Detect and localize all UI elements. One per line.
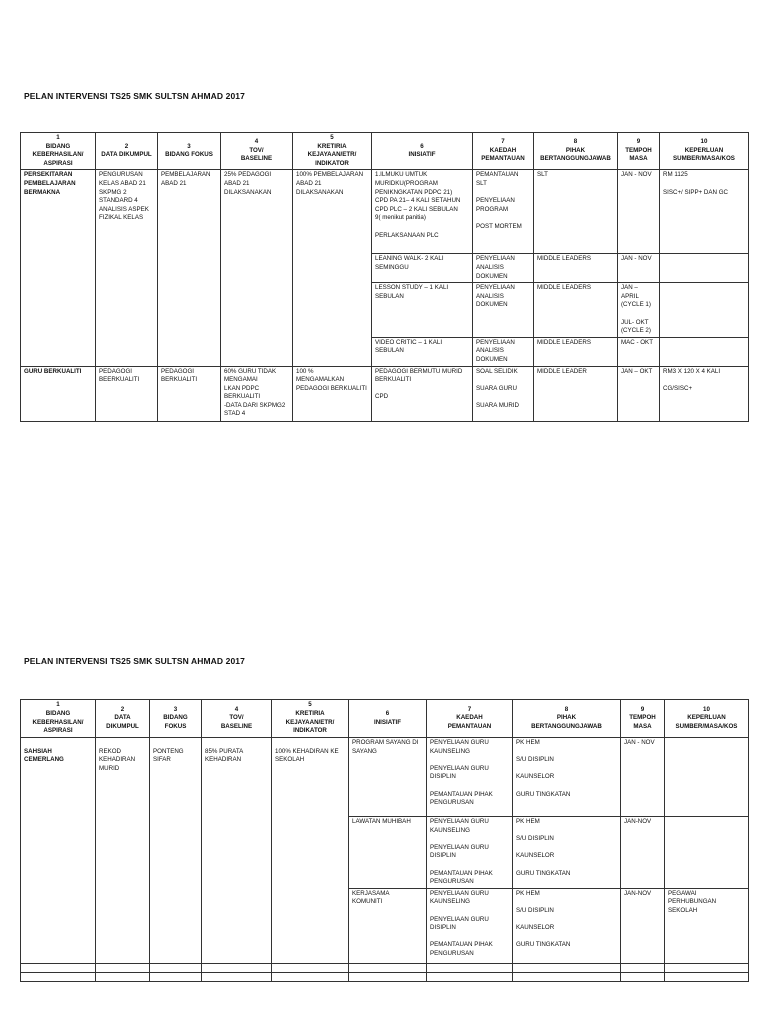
cell-tempoh: JAN - NOV: [618, 170, 660, 254]
empty-cell: [150, 972, 202, 981]
cell-tempoh: JAN – APRIL (CYCLE 1) JUL- OKT (CYCLE 2): [618, 283, 660, 338]
table-row: [21, 738, 749, 817]
cell-pihak: MIDDLE LEADER: [534, 366, 618, 421]
cell-keperluan: PEGAWAI PERHUBUNGAN SEKOLAH: [665, 888, 749, 963]
document-title: PELAN INTERVENSI TS25 SMK SULTSN AHMAD 2017: [24, 656, 245, 666]
header-inisiatif: 6 INISIATIF: [349, 700, 427, 738]
cell-inisiatif: KERJASAMA KOMUNITI: [349, 888, 427, 963]
cell-tempoh: JAN – OKT: [618, 366, 660, 421]
empty-cell: [21, 972, 96, 981]
cell-inisiatif: PEDAGOGI BERMUTU MURID BERKUALITI CPD: [372, 366, 473, 421]
cell-kaedah: PEMANTAUAN SLT PENYELIAAN PROGRAM POST MORTEM: [473, 170, 534, 254]
cell-tov: 25% PEDAGOGI ABAD 21 DILAKSANAKAN: [221, 170, 293, 366]
cell-fokus: PEDAGOGI BERKUALITI: [158, 366, 221, 421]
empty-cell: [427, 963, 513, 972]
empty-cell: [621, 963, 665, 972]
cell-kaedah: PENYELIAAN GURU KAUNSELING PENYELIAAN GURU DISIPLIN PEMANTAUAN PIHAK PENGURUSAN: [427, 738, 513, 817]
cell-keperluan: [665, 738, 749, 817]
cell-pihak: PK HEM S/U DISIPLIN KAUNSELOR GURU TINGKATAN: [513, 738, 621, 817]
empty-cell: [665, 963, 749, 972]
cell-tov: 60% GURU TIDAK MENGAMAI LKAN PDPC BERKUALITI -DATA DARI SKPMG2 STAD 4: [221, 366, 293, 421]
header-kaedah: 7 KAEDAH PEMANTAUAN: [427, 700, 513, 738]
cell-keperluan: RM3 X 120 X 4 KALI CG/SISC+: [660, 366, 749, 421]
header-bidang: 1 BIDANG KEBERHASILAN/ ASPIRASI: [21, 700, 96, 738]
empty-cell: [621, 972, 665, 981]
cell-inisiatif: LEANING WALK- 2 KALI SEMINGGU: [372, 254, 473, 283]
cell-kriteria: 100% KEHADIRAN KE SEKOLAH: [272, 738, 349, 964]
cell-data: REKOD KEHADIRAN MURID: [96, 738, 150, 964]
empty-cell: [513, 972, 621, 981]
cell-pihak: PK HEM S/U DISIPLIN KAUNSELOR GURU TINGKATAN: [513, 888, 621, 963]
header-data-dikumpul: 2 DATA DIKUMPUL: [96, 133, 158, 170]
empty-cell: [665, 972, 749, 981]
table-row: [21, 366, 749, 421]
cell-bidang: SAHSIAH CEMERLANG: [21, 738, 96, 964]
cell-kaedah: PENYELIAAN GURU KAUNSELING PENYELIAAN GURU DISIPLIN PEMANTAUAN PIHAK PENGURUSAN: [427, 888, 513, 963]
cell-kaedah: PENYELIAAN GURU KAUNSELING PENYELIAAN GURU DISIPLIN PEMANTAUAN PIHAK PENGURUSAN: [427, 817, 513, 889]
cell-pihak: MIDDLE LEADERS: [534, 254, 618, 283]
cell-fokus: PONTENG SIFAR: [150, 738, 202, 964]
cell-tempoh: JAN - NOV: [621, 738, 665, 817]
cell-inisiatif: 1.ILMUKU UMTUK MURIDKU(PROGRAM PENIKNGKATAN PDPC 21) CPD PA 21– 4 KALI SETAHUN CPD PLC – 2 KALI SEBULAN 9( menikut panitia) PERLAKSANAAN PLC: [372, 170, 473, 254]
cell-data: PENGURUSAN KELAS ABAD 21 SKPMG 2 STANDARD 4 ANALISIS ASPEK FIZIKAL KELAS: [96, 170, 158, 366]
empty-cell: [349, 972, 427, 981]
header-tempoh: 9 TEMPOH MASA: [618, 133, 660, 170]
cell-keperluan: [665, 817, 749, 889]
cell-kaedah: SOAL SELIDIK SUARA GURU SUARA MURID: [473, 366, 534, 421]
header-bidang-fokus: 3 BIDANG FOKUS: [158, 133, 221, 170]
cell-keperluan: [660, 283, 749, 338]
cell-kaedah: PENYELIAAN ANALISIS DOKUMEN: [473, 254, 534, 283]
cell-kaedah: PENYELIAAN ANALISIS DOKUMEN: [473, 337, 534, 366]
cell-fokus: PEMBELAJARAN ABAD 21: [158, 170, 221, 366]
table-row: [21, 963, 749, 972]
cell-kaedah: PENYELIAAN ANALISIS DOKUMEN: [473, 283, 534, 338]
document-title: PELAN INTERVENSI TS25 SMK SULTSN AHMAD 2017: [24, 91, 245, 101]
empty-cell: [202, 963, 272, 972]
cell-tempoh: MAC - OKT: [618, 337, 660, 366]
header-bidang-fokus: 3 BIDANG FOKUS: [150, 700, 202, 738]
cell-tempoh: JAN-NOV: [621, 888, 665, 963]
empty-cell: [513, 963, 621, 972]
header-pihak: 8 PIHAK BERTANGGUNGJAWAB: [534, 133, 618, 170]
header-kriteria: 5 KRETIRIA KEJAYAAN/ETR/ INDIKATOR: [293, 133, 372, 170]
intervention-plan-table-1: [20, 132, 749, 422]
intervention-plan-table-2: [20, 699, 749, 982]
empty-cell: [272, 972, 349, 981]
empty-cell: [96, 963, 150, 972]
empty-cell: [349, 963, 427, 972]
cell-kriteria: 100% PEMBELAJARAN ABAD 21 DILAKSANAKAN: [293, 170, 372, 366]
header-kaedah: 7 KAEDAH PEMANTAUAN: [473, 133, 534, 170]
empty-cell: [21, 963, 96, 972]
header-tov-baseline: 4 TOV/ BASELINE: [202, 700, 272, 738]
cell-tempoh: JAN-NOV: [621, 817, 665, 889]
cell-keperluan: [660, 337, 749, 366]
header-kriteria: 5 KRETIRIA KEJAYAAN/ETR/ INDIKATOR: [272, 700, 349, 738]
cell-bidang: PERSEKITARAN PEMBELAJARAN BERMAKNA: [21, 170, 96, 366]
cell-keperluan: [660, 254, 749, 283]
empty-cell: [150, 963, 202, 972]
header-keperluan: 10 KEPERLUAN SUMBER/MASA/KOS: [660, 133, 749, 170]
cell-inisiatif: LAWATAN MUHIBAH: [349, 817, 427, 889]
empty-cell: [96, 972, 150, 981]
header-tempoh: 9 TEMPOH MASA: [621, 700, 665, 738]
cell-pihak: MIDDLE LEADERS: [534, 337, 618, 366]
cell-data: PEDAGOGI BEERKUALITI: [96, 366, 158, 421]
empty-cell: [272, 963, 349, 972]
table-header-row: [21, 133, 749, 170]
cell-inisiatif: VIDEO CRITIC – 1 KALI SEBULAN: [372, 337, 473, 366]
header-tov-baseline: 4 TOV/ BASELINE: [221, 133, 293, 170]
cell-keperluan: RM 1125 SISC+/ SIPP+ DAN GC: [660, 170, 749, 254]
cell-kriteria: 100 % MENGAMALKAN PEDAGOGI BERKUALITI: [293, 366, 372, 421]
table-row: [21, 170, 749, 254]
header-inisiatif: 6 INISIATIF: [372, 133, 473, 170]
cell-bidang: GURU BERKUALITI: [21, 366, 96, 421]
cell-pihak: MIDDLE LEADERS: [534, 283, 618, 338]
empty-cell: [427, 972, 513, 981]
cell-tov: 85% PURATA KEHADIRAN: [202, 738, 272, 964]
header-data-dikumpul: 2 DATA DIKUMPUL: [96, 700, 150, 738]
table-header-row: [21, 700, 749, 738]
empty-cell: [202, 972, 272, 981]
header-pihak: 8 PIHAK BERTANGGUNGJAWAB: [513, 700, 621, 738]
cell-pihak: SLT: [534, 170, 618, 254]
table-row: [21, 972, 749, 981]
header-bidang: 1 BIDANG KEBERHASILAN/ ASPIRASI: [21, 133, 96, 170]
cell-pihak: PK HEM S/U DISIPLIN KAUNSELOR GURU TINGKATAN: [513, 817, 621, 889]
header-keperluan: 10 KEPERLUAN SUMBER/MASA/KOS: [665, 700, 749, 738]
cell-inisiatif: PROGRAM SAYANG DI SAYANG: [349, 738, 427, 817]
cell-tempoh: JAN - NOV: [618, 254, 660, 283]
cell-inisiatif: LESSON STUDY – 1 KALI SEBULAN: [372, 283, 473, 338]
